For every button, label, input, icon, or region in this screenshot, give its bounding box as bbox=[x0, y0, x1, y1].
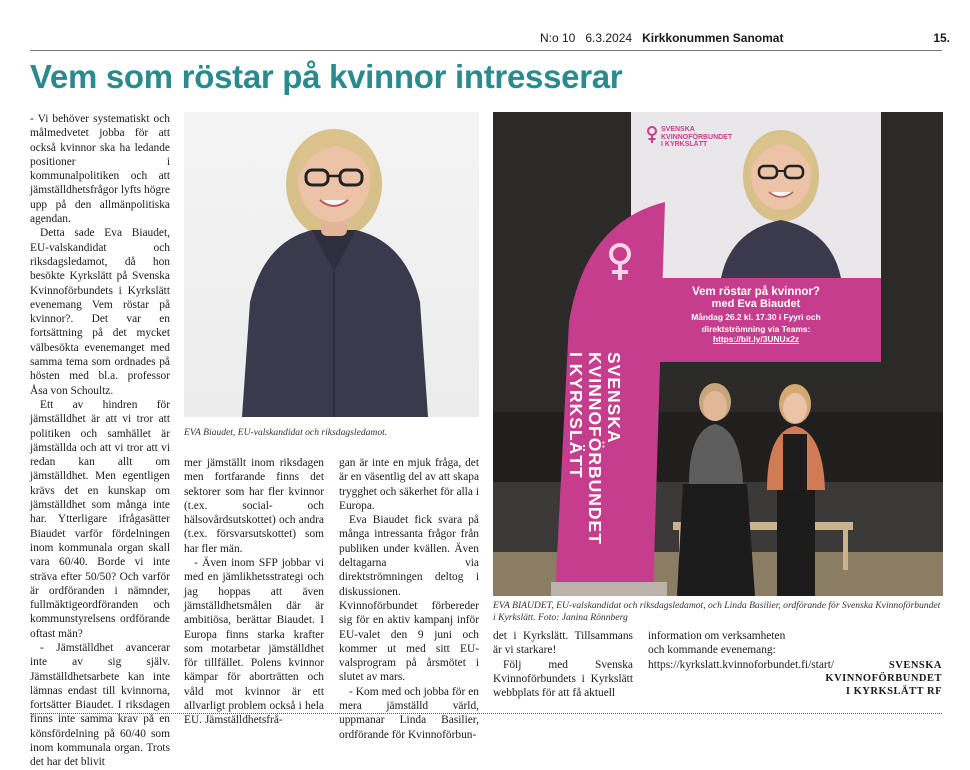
paragraph: gan är inte en mjuk fråga, det är en väsentlig del av att skapa trygghet och säkerhet för alla i Europa. bbox=[339, 457, 479, 512]
signature-line: KVINNOFÖRBUNDET bbox=[825, 673, 942, 684]
portrait-illustration bbox=[184, 112, 479, 417]
top-rule bbox=[30, 50, 942, 51]
event-photo bbox=[493, 112, 943, 596]
article-column-3 bbox=[339, 456, 479, 741]
paragraph: information om verksamheten och kommande evenemang: https://kyrkslatt.kvinnoforbundet.fi/start/ bbox=[648, 630, 835, 671]
paragraph: - Vi behöver systematiskt och målmedvetet jobba för att också kvinnor ska ha ledande positioner i kommunalpolitiken och att jämställdhetsfrågor lyfts högre upp på den allmänpolitiska agendan. bbox=[30, 113, 170, 226]
paragraph: mer jämställt inom riksdagen men fortfarande finns det sektorer som har fler kvinnor (t.ex. social- och hälsovårdsutskottet) och andra (t.ex. försvarsutskottet) som har fler män. bbox=[184, 457, 324, 555]
rollup-banner bbox=[545, 202, 667, 596]
portrait-photo bbox=[184, 112, 479, 417]
paragraph: det i Kyrkslätt. Tillsammans är vi starkare! bbox=[493, 630, 633, 657]
portrait-caption: EVA Biaudet, EU-valskandidat och riksdagsledamot. bbox=[184, 427, 388, 438]
article-column-1 bbox=[30, 112, 170, 769]
article-column-2 bbox=[184, 456, 324, 727]
screen-link: https://bit.ly/3UNUx2z bbox=[712, 334, 800, 344]
screen-logo-line: SVENSKA bbox=[661, 126, 695, 133]
article-headline: Vem som röstar på kvinnor intresserar bbox=[30, 58, 623, 95]
bottom-rule bbox=[30, 713, 942, 714]
banner-venus-icon bbox=[607, 242, 633, 282]
issue-number: N:o 10 bbox=[540, 31, 576, 45]
signature-line: SVENSKA bbox=[888, 660, 942, 671]
banner-line: SVENSKA bbox=[604, 352, 624, 444]
paragraph: Detta sade Eva Biaudet, EU-valskandidat och riksdagsledamot, då hon besökte Kyrkslätt på Svenska Kvinnoförbundets i Kyrkslätt evenemang Vem röstar på kvinnor?. Det var en fortsättning på det mycket välbesökta evenemanget med samma tema som ordnades på hösten med bl.a. professor Åsa von Schoultz. bbox=[30, 227, 170, 397]
paragraph: - Kom med och jobba för en mera jämställd värld, uppmanar Linda Basilier, ordförande för Kvinnoförbun- bbox=[339, 685, 479, 741]
screen-logo-line: I KYRKSLÄTT bbox=[661, 141, 708, 148]
banner-line: KVINNOFÖRBUNDET bbox=[585, 352, 605, 545]
paragraph: Eva Biaudet fick svara på många intressanta frågor från publiken under kvällen. Även deltagarna via direktströmningen deltog i diskussionen. Kvinnoförbundet förbereder sig för en aktiv kampanj inför EU-valet den 9 juni och kommer ut med sitt EU-valsprogram på årsmötet i slutet av mars. bbox=[339, 514, 479, 684]
screen-title: Vem röstar på kvinnor? bbox=[692, 286, 820, 298]
event-photo-caption: EVA BIAUDET, EU-valskandidat och riksdagsledamot, och Linda Basilier, ordförande för Svenska Kvinnoförbundet i Kyrkslätt. Foto: Janina Rönnberg bbox=[493, 600, 941, 623]
issue-date: 6.3.2024 bbox=[585, 31, 633, 45]
newspaper-name: Kirkkonummen Sanomat bbox=[642, 31, 784, 45]
paragraph: - Även inom SFP jobbar vi med en jämlikhetsstrategi och jag hoppas att även jämställdhetsmålen där är ambitiösa, berättar Biaudet. I Europa finns starka krafter som motarbetar jämställdhet för tillfället. Polens kvinnor kämpar för aborträtten och våld mot kvinnor är ett allvarligt problem också i hela EU. Jämställdhetsfrå- bbox=[184, 557, 324, 727]
screen-logo-line: KVINNOFÖRBUNDET bbox=[661, 133, 733, 141]
paragraph: - Jämställdhet avancerar inte av sig själv. Jämställdhetsarbete kan inte lämnas endast till kvinnorna, fortsätter Biaudet. I riksdagen finns inte samma krav på en könsfördelning på 60/40 som inom kommunala organ. Trots det har det blivit bbox=[30, 641, 170, 769]
organisation-signature bbox=[800, 659, 942, 698]
signature-line: I KYRKSLÄTT RF bbox=[845, 686, 942, 697]
paragraph: Följ med Svenska Kvinnoförbundets i Kyrkslätt webbplats för att få aktuell bbox=[493, 658, 633, 700]
screen-info-line: Måndag 26.2 kl. 17.30 i Fyyri och bbox=[691, 312, 821, 322]
paragraph: Ett av hindren för jämställdhet är att vi tror att politiken och samhället är jämställda och att vi tror att vi redan kan allt om jämställdhet. Men egentligen krävs det en kunskap om jämställdhet som många inte har. Ytterligare ifrågasätter Biaudet varför fördelningen inom kommunala organ skall vara 60/40. Borde vi inte sträva efter 50/50? Och varför är ordföranden i nämnder, fullmäktigeordföranden och kommunstyrelsens ordförande oftast män? bbox=[30, 398, 170, 640]
page-number: 15. bbox=[933, 31, 950, 45]
masthead bbox=[540, 29, 950, 47]
article-column-5 bbox=[648, 629, 835, 709]
article-column-4 bbox=[493, 629, 633, 709]
screen-subtitle: med Eva Biaudet bbox=[711, 298, 801, 310]
banner-text bbox=[566, 352, 623, 545]
screen-info-line: direktströmning via Teams: bbox=[701, 324, 811, 334]
banner-line: I KYRKSLÄTT bbox=[566, 352, 586, 479]
